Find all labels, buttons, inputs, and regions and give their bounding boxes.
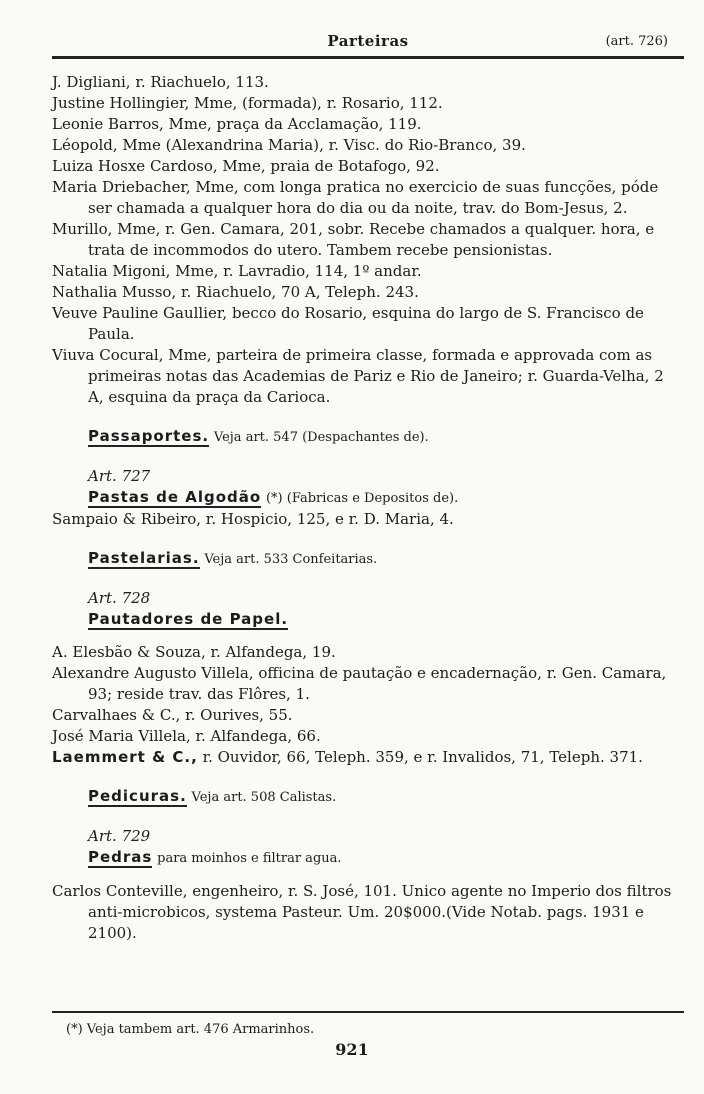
list-item: Léopold, Mme (Alexandrina Maria), r. Visc. do Rio-Branco, 39. — [52, 136, 526, 154]
section-note: para moinhos e filtrar agua. — [157, 851, 342, 866]
page-number: 921 — [335, 1040, 369, 1059]
section-note: Veja art. 547 (Despachantes de). — [213, 430, 429, 445]
section-pedras — [88, 847, 684, 869]
section-pastelarias — [88, 548, 684, 570]
list-item: Sampaio & Ribeiro, r. Hospicio, 125, e r. D. Maria, 4. — [52, 510, 454, 528]
section-heading: Pastas de Algodão — [88, 488, 262, 506]
article-number: Art. 728 — [88, 589, 151, 607]
section-heading: Pedicuras. — [88, 787, 187, 805]
section-pedicuras — [88, 786, 684, 808]
list-item: Leonie Barros, Mme, praça da Acclamação, 119. — [52, 115, 422, 133]
list-item: Maria Driebacher, Mme, com longa pratica no exercicio de suas funcções, póde ser chamada a qualquer hora do dia ou da noite, trav. do Bom-Jesus, 2. — [52, 178, 659, 217]
footer-rule — [52, 1011, 684, 1013]
list-item: Natalia Migoni, Mme, r. Lavradio, 114, 1º andar. — [52, 262, 422, 280]
article-reference: (art. 726) — [605, 34, 668, 49]
list-item: Veuve Pauline Gaullier, becco do Rosario, esquina do largo de S. Francisco de Paula. — [52, 304, 644, 343]
article-number: Art. 729 — [88, 827, 151, 845]
article-number: Art. 727 — [88, 467, 151, 485]
section-heading: Pastelarias. — [88, 549, 200, 567]
firm-address: r. Ouvidor, 66, Teleph. 359, e r. Invalidos, 71, Teleph. 371. — [202, 748, 643, 766]
section-note: Veja art. 533 Confeitarias. — [204, 552, 378, 567]
page-title: Parteiras — [327, 32, 409, 50]
header-rule — [52, 56, 684, 59]
list-item: J. Digliani, r. Riachuelo, 113. — [52, 73, 269, 91]
list-item: Viuva Cocural, Mme, parteira de primeira classe, formada e approvada com as primeiras notas das Academias de Pariz e Rio de Janeiro; r. Guarda-Velha, 2 A, esquina da praça da Carioca. — [52, 346, 664, 406]
section-heading: Pedras — [88, 848, 153, 866]
list-item: José Maria Villela, r. Alfandega, 66. — [52, 727, 321, 745]
list-item-laemmert — [52, 747, 684, 768]
section-pautadores — [88, 609, 684, 630]
list-item: Alexandre Augusto Villela, officina de pautação e encadernação, r. Gen. Camara, 93; reside trav. das Flôres, 1. — [52, 664, 667, 703]
page-header — [52, 32, 684, 54]
list-item: A. Elesbão & Souza, r. Alfandega, 19. — [52, 643, 336, 661]
list-item: Carvalhaes & C., r. Ourives, 55. — [52, 706, 293, 724]
section-note: Veja art. 508 Calistas. — [191, 790, 337, 805]
directory-content — [52, 72, 684, 944]
section-passaportes — [88, 426, 684, 448]
section-pastas-de-algodao — [88, 487, 684, 509]
section-note: (*) (Fabricas e Depositos de). — [265, 491, 459, 506]
section-heading: Pautadores de Papel. — [88, 610, 289, 628]
list-item: Nathalia Musso, r. Riachuelo, 70 A, Teleph. 243. — [52, 283, 419, 301]
list-item: Murillo, Mme, r. Gen. Camara, 201, sobr. Recebe chamados a qualquer. hora, e trata de incommodos do utero. Tambem recebe pensionistas. — [52, 220, 655, 259]
firm-name: Laemmert & C., — [52, 748, 198, 766]
list-item: Carlos Conteville, engenheiro, r. S. José, 101. Unico agente no Imperio dos filtros anti-microbicos, systema Pasteur. Um. 20$000.(Vide Notab. pags. 1931 e 2100). — [52, 882, 672, 942]
list-item: Luiza Hosxe Cardoso, Mme, praia de Botafogo, 92. — [52, 157, 440, 175]
list-item: Justine Hollingier, Mme, (formada), r. Rosario, 112. — [52, 94, 443, 112]
footnote: (*) Veja tambem art. 476 Armarinhos. — [66, 1022, 315, 1037]
section-heading: Passaportes. — [88, 427, 210, 445]
